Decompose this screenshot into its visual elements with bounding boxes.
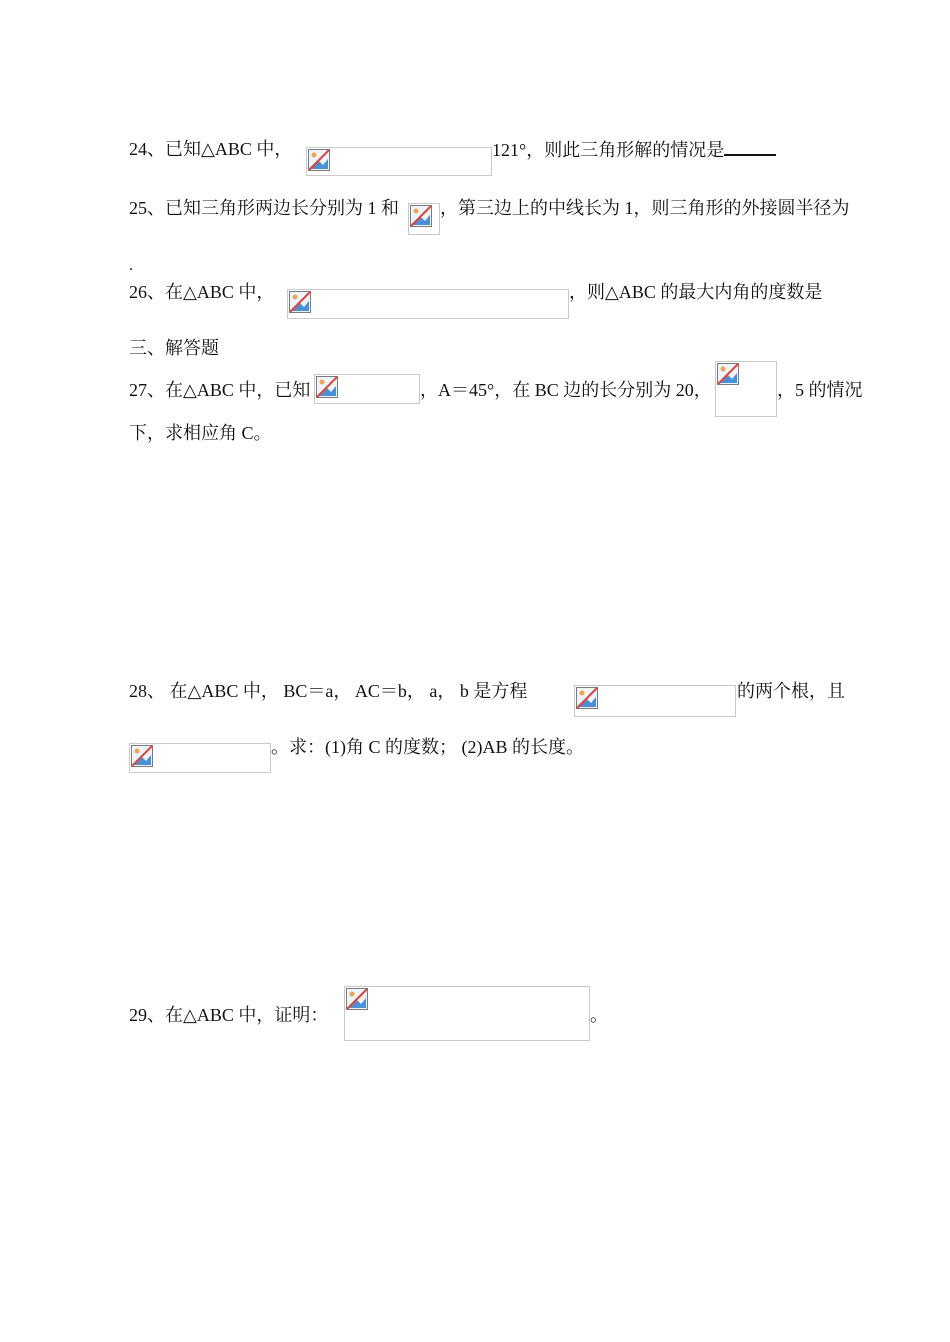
q24-formula-image: [306, 147, 492, 176]
q26-text-b: ，则△ABC 的最大内角的度数是: [569, 282, 823, 302]
q25-end: .: [129, 257, 133, 274]
q28-text-a: 28、 在△ABC 中， BC＝a， AC＝b， a， b 是方程: [129, 681, 528, 701]
q25-text-a: 25、已知三角形两边长分别为 1 和: [129, 198, 399, 218]
q26-formula-image: [287, 289, 569, 319]
broken-image-icon: [307, 148, 331, 172]
q27-text-b: ，A＝45°，在 BC 边的长分别为 20，: [420, 380, 712, 400]
q25-text-b: ，第三边上的中线长为 1，则三角形的外接圆半径为: [440, 198, 850, 218]
broken-image-icon: [409, 204, 433, 228]
broken-image-icon: [345, 987, 369, 1011]
q27-text-a: 27、在△ABC 中，已知: [129, 380, 311, 400]
q28-formula-image-1: [574, 685, 736, 717]
q27-text-c: ，5 的情况: [777, 380, 863, 400]
q24-text-b-label: 121°，则此三角形解的情况是: [492, 140, 725, 160]
q28-line2: 。求：(1)角 C 的度数； (2)AB 的长度。: [271, 737, 584, 757]
q26-text-a: 26、在△ABC 中，: [129, 282, 275, 302]
q28-text-b: 的两个根，且: [737, 681, 845, 701]
q28-formula-image-2: [129, 743, 271, 773]
q29-text-b: 。: [590, 1005, 608, 1025]
q29-text-a: 29、在△ABC 中，证明：: [129, 1005, 329, 1025]
q25-formula-image: [408, 203, 440, 235]
q27-formula-image-2: [715, 361, 777, 417]
section-title: 三、解答题: [129, 338, 219, 358]
broken-image-icon: [315, 375, 339, 399]
q24-text-a: 24、已知△ABC 中，: [129, 139, 293, 159]
q27-formula-image-1: [314, 374, 420, 404]
q24-text-b: [492, 137, 776, 162]
broken-image-icon: [716, 362, 740, 386]
broken-image-icon: [130, 744, 154, 768]
q29-formula-image: [344, 986, 590, 1041]
broken-image-icon: [288, 290, 312, 314]
answer-blank: [724, 137, 776, 156]
broken-image-icon: [575, 686, 599, 710]
q27-line2: 下，求相应角 C。: [129, 423, 272, 443]
